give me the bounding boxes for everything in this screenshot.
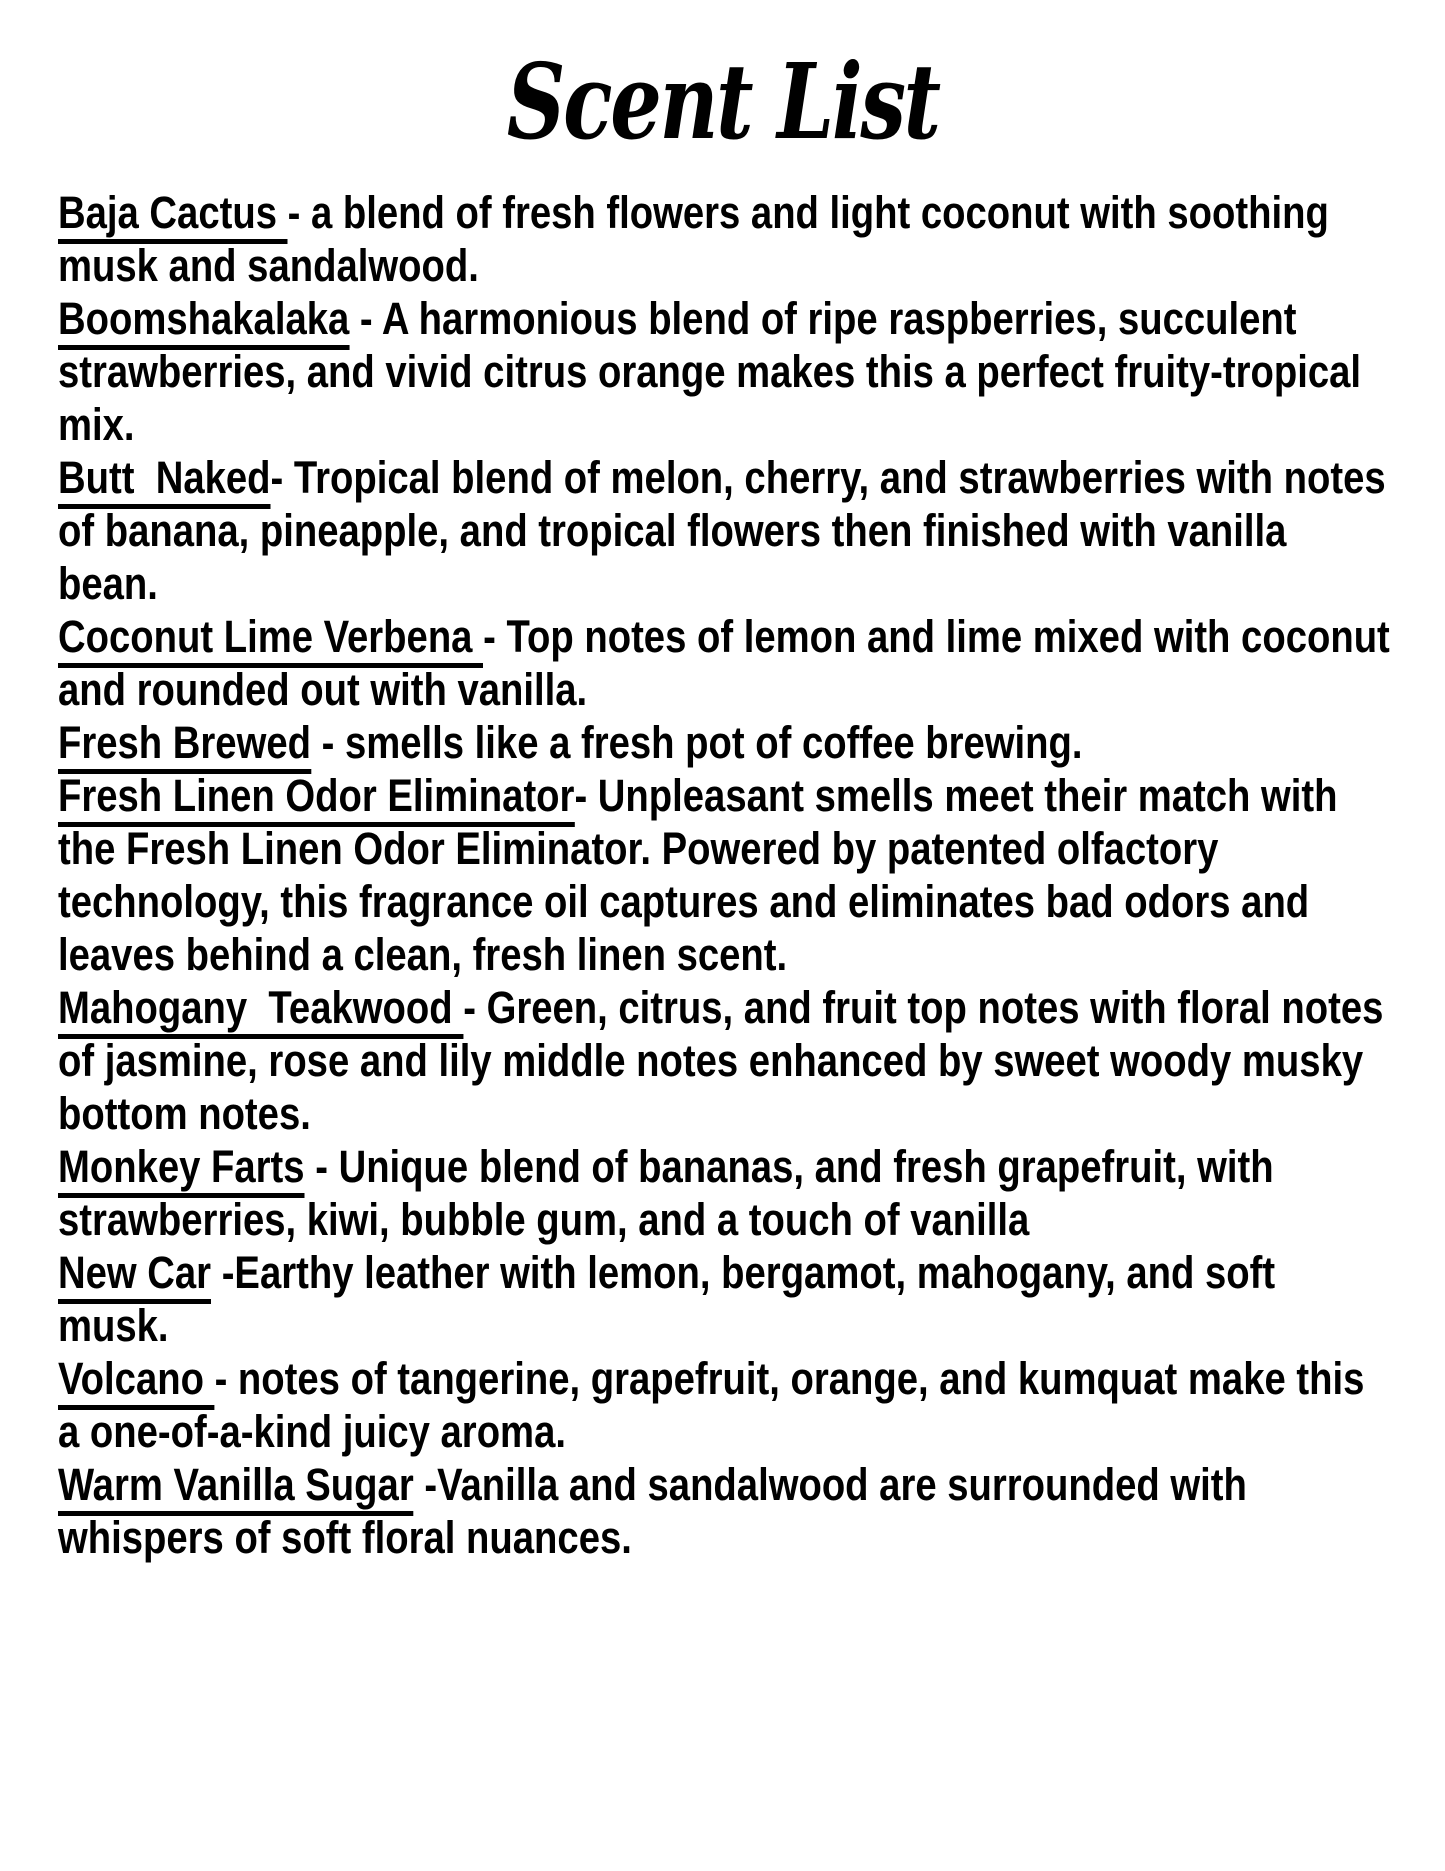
- scent-entry: [58, 1352, 1393, 1458]
- scent-name: Coconut Lime Verbena: [58, 611, 483, 668]
- scent-entry: [58, 292, 1393, 451]
- scent-name: Baja Cactus: [58, 187, 288, 244]
- scent-entry: [58, 769, 1393, 981]
- scent-name: Volcano: [58, 1353, 215, 1410]
- scent-entry: [58, 610, 1393, 716]
- scent-description: - Green, citrus, and fruit top notes with floral notes of jasmine, rose and lily middle notes enhanced by sweet woody musky bottom notes.: [58, 982, 1384, 1139]
- scent-description: - notes of tangerine, grapefruit, orange, and kumquat make this a one-of-a-kind juicy aroma.: [58, 1353, 1365, 1457]
- scent-entry: [58, 981, 1393, 1140]
- scent-list: [58, 186, 1393, 1564]
- scent-name: Mahogany Teakwood: [58, 982, 463, 1039]
- scent-description: -Vanilla and sandalwood are surrounded with whispers of soft floral nuances.: [58, 1459, 1247, 1563]
- scent-description: - Unique blend of bananas, and fresh grapefruit, with strawberries, kiwi, bubble gum, and a touch of vanilla: [58, 1141, 1274, 1245]
- scent-description: - A harmonious blend of ripe raspberries, succulent strawberries, and vivid citrus orange makes this a perfect fruity-tropical mix.: [58, 293, 1362, 450]
- scent-entry: [58, 1140, 1393, 1246]
- scent-name: New Car: [58, 1247, 211, 1304]
- scent-name: Butt Naked: [58, 452, 271, 509]
- scent-name: Fresh Brewed: [58, 717, 311, 774]
- scent-description: - Unpleasant smells meet their match with the Fresh Linen Odor Eliminator. Powered by patented olfactory technology, this fragrance oil captures and eliminates bad odors and leaves behind a clean, fresh linen scent.: [58, 770, 1338, 980]
- scent-name: Fresh Linen Odor Eliminator: [58, 770, 574, 827]
- scent-name: Monkey Farts: [58, 1141, 305, 1198]
- scent-name: Warm Vanilla Sugar: [58, 1459, 414, 1516]
- scent-entry: [58, 186, 1393, 292]
- scent-entry: [58, 1246, 1393, 1352]
- page-title: Scent List: [506, 40, 939, 163]
- scent-entry: [58, 716, 1393, 769]
- scent-description: -Earthy leather with lemon, bergamot, mahogany, and soft musk.: [58, 1247, 1276, 1351]
- scent-description: - smells like a fresh pot of coffee brewing.: [310, 717, 1083, 768]
- scent-description: - Tropical blend of melon, cherry, and strawberries with notes of banana, pineapple, and tropical flowers then finished with vanilla bean.: [58, 452, 1386, 609]
- scent-description: - Top notes of lemon and lime mixed with coconut and rounded out with vanilla.: [58, 611, 1390, 715]
- scent-name: Boomshakalaka: [58, 293, 349, 350]
- scent-entry: [58, 451, 1393, 610]
- scent-description: - a blend of fresh flowers and light coconut with soothing musk and sandalwood.: [58, 187, 1329, 291]
- title-row: [0, 42, 1445, 162]
- scent-entry: [58, 1458, 1393, 1564]
